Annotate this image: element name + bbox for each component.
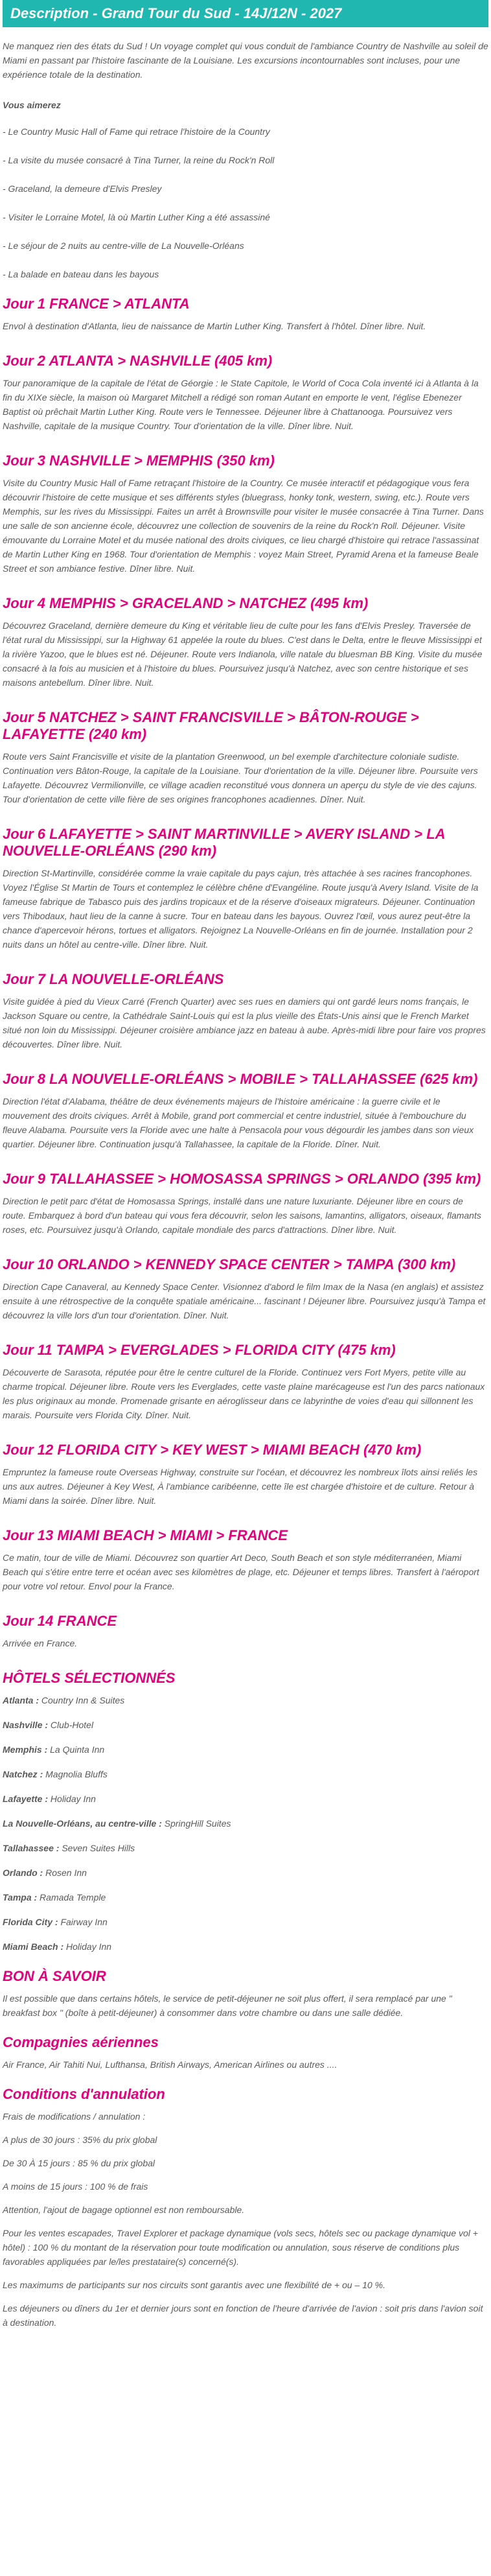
day-block xyxy=(3,1256,488,1322)
day-title: Jour 3 NASHVILLE > MEMPHIS (350 km) xyxy=(3,452,275,469)
hotel-name: Holiday Inn xyxy=(50,1794,96,1804)
hotel-city: Lafayette : xyxy=(3,1794,49,1804)
day-title: Jour 7 LA NOUVELLE-ORLÉANS xyxy=(3,971,224,987)
day-block xyxy=(3,595,488,690)
day-title: Jour 11 TAMPA > EVERGLADES > FLORIDA CITY (475 km) xyxy=(3,1342,396,1358)
day-title: Jour 10 ORLANDO > KENNEDY SPACE CENTER > TAMPA (300 km) xyxy=(3,1256,456,1272)
hotel-city: Orlando : xyxy=(3,1868,43,1878)
condition-item: Les déjeuners ou dîners du 1er et dernier jours sont en fonction de l'heure d'arrivée de l'avion : soit pris dans l'avion soit à destination. xyxy=(3,2303,483,2328)
day-block xyxy=(3,971,488,1051)
hotel-name: Country Inn & Suites xyxy=(41,1695,125,1705)
condition-item: Les maximums de participants sur nos circuits sont garantis avec une flexibilité de + ou – 10 %. xyxy=(3,2280,386,2290)
day-title: Jour 5 NATCHEZ > SAINT FRANCISVILLE > BÂTON-ROUGE > LAFAYETTE (240 km) xyxy=(3,709,419,742)
likes-item: - Visiter le Lorraine Motel, là où Martin Luther King a été assassiné xyxy=(3,212,270,222)
hotel-item xyxy=(3,1816,488,1831)
day-title: Jour 14 FRANCE xyxy=(3,1613,117,1629)
day-text: Envol à destination d'Atlanta, lieu de naissance de Martin Luther King. Transfert à l'hôtel. Dîner libre. Nuit. xyxy=(3,321,426,331)
hotel-name: Magnolia Bluffs xyxy=(45,1769,108,1779)
day-text: Tour panoramique de la capitale de l'état de Géorgie : le State Capitole, le World of Coca Cola inventé ici à Atlanta à la fin du XIXe siècle, la maison où Margaret Mitchell a rédigé son roman Autant en emporte le vent, l'église Ebenezer Baptist où prêchait Martin Luther King. Route vers le Tennessee. Déjeuner libre à Chattanooga. Poursuivez vers Nashville, capitale de la musique Country. Tour d'orientation de la ville. Dîner libre. Nuit. xyxy=(3,378,479,431)
hotel-item xyxy=(3,1767,488,1781)
day-block xyxy=(3,452,488,576)
day-text: Découverte de Sarasota, réputée pour être le centre culturel de la Floride. Continuez vers Fort Myers, petite ville au charme tropical. Déjeuner libre. Route vers les Everglades, cette vaste plaine marécageuse est l'un des parcs nationaux les plus originaux au monde. Promenade grisante en aéroglisseur dans ce labyrinthe de voies d'eau qui sillonnent les marais. Poursuite vers Florida City. Dîner. Nuit. xyxy=(3,1367,485,1420)
airlines-title: Compagnies aériennes xyxy=(3,2034,159,2050)
hotel-item xyxy=(3,1693,488,1707)
hotel-item xyxy=(3,1939,488,1954)
likes-item: - Le Country Music Hall of Fame qui retrace l'histoire de la Country xyxy=(3,126,270,137)
day-text: Direction le petit parc d'état de Homosassa Springs, installé dans une nature luxuriante. Déjeuner libre en cours de route. Embarquez à bord d'un bateau qui vous fera découvrir, selon les saisons, lamantins, alligators, oiseaux, flamants roses, etc. Poursuivez jusqu'à Orlando, capitale mondiale des parcs d'attractions. Dîner libre. Nuit. xyxy=(3,1196,481,1235)
day-block xyxy=(3,1442,488,1508)
condition-item: A plus de 30 jours : 35% du prix global xyxy=(3,2135,157,2145)
intro-text: Ne manquez rien des états du Sud ! Un voyage complet qui vous conduit de l'ambiance Country de Nashville au soleil de Miami en passant par l'histoire fascinante de la Louisiane. Les excursions incontournables sont incluses, pour une expérience totale de la destination. xyxy=(3,41,488,80)
hotel-city: Tallahassee : xyxy=(3,1843,60,1853)
day-block xyxy=(3,709,488,806)
hotel-name: Fairway Inn xyxy=(60,1917,108,1927)
hotel-item xyxy=(3,1915,488,1929)
day-block xyxy=(3,1527,488,1593)
hotel-item xyxy=(3,1742,488,1757)
hotel-city: La Nouvelle-Orléans, au centre-ville : xyxy=(3,1818,162,1829)
day-text: Découvrez Graceland, dernière demeure du King et véritable lieu de culte pour les fans d'Elvis Presley. Traversée de l'état rural du Mississippi, sur la Highway 61 appelée la route du blues. C'est dans le Delta, entre le fleuve Mississippi et la rivière Yazoo, que le blues est né. Déjeuner. Route vers Indianola, ville natale du bluesman BB King. Visite du musée consacré à la fois au musicien et à l'histoire du blues. Poursuivez jusqu'à Natchez, avec son centre historique et ses maisons antebellum. Dîner libre. Nuit. xyxy=(3,620,483,688)
condition-item: Attention, l'ajout de bagage optionnel est non remboursable. xyxy=(3,2205,245,2215)
day-title: Jour 1 FRANCE > ATLANTA xyxy=(3,296,190,312)
day-block xyxy=(3,826,488,952)
hotel-item xyxy=(3,1792,488,1806)
conditions-title: Conditions d'annulation xyxy=(3,2086,165,2102)
day-block xyxy=(3,353,488,433)
hotel-item xyxy=(3,1841,488,1855)
day-title: Jour 13 MIAMI BEACH > MIAMI > FRANCE xyxy=(3,1527,288,1543)
hotel-city: Atlanta : xyxy=(3,1695,39,1705)
itinerary xyxy=(3,296,488,1650)
page-title: Description - Grand Tour du Sud - 14J/12N - 2027 xyxy=(3,0,488,27)
hotel-name: Holiday Inn xyxy=(66,1941,112,1952)
condition-item: A moins de 15 jours : 100 % de frais xyxy=(3,2181,148,2192)
hotel-name: La Quinta Inn xyxy=(50,1744,105,1755)
day-block xyxy=(3,1342,488,1422)
day-text: Direction l'état d'Alabama, théâtre de deux événements majeurs de l'histoire américaine : la guerre civile et le mouvement des droits civiques. Arrêt à Mobile, grand port commercial et centre industriel, située à l'embouchure du fleuve Alabama. Poursuite vers la Floride avec une halte à Pensacola pour vous dégourdir les jambes dans son vieux quartier. Déjeuner libre. Continuation jusqu'à Tallahassee, la capitale de la Floride. Dîner. Nuit. xyxy=(3,1096,474,1149)
airlines-text: Air France, Air Tahiti Nui, Lufthansa, British Airways, American Airlines ou autres .... xyxy=(3,2059,337,2070)
hotels-list xyxy=(3,1693,488,1954)
day-title: Jour 9 TALLAHASSEE > HOMOSASSA SPRINGS > ORLANDO (395 km) xyxy=(3,1171,481,1187)
day-text: Direction St-Martinville, considérée comme la vraie capitale du pays cajun, très attachée à ses racines francophones. Voyez l'Église St Martin de Tours et contemplez le célèbre chêne d'Evangéline. Route jusqu'à Avery Island. Visite de la fameuse fabrique de Tabasco puis des jardins tropicaux et de la réserve d'oiseaux migrateurs. Déjeuner. Continuation vers Thibodaux, haut lieu de la canne à sucre. Tour en bateau dans les bayous. Ouvrez l'œil, vous aurez peut-être la chance d'apercevoir hérons, tortues et alligators. Rejoignez La Nouvelle-Orléans en fin de journée. Installation pour 2 nuits dans un hôtel au centre-ville. Dîner libre. Nuit. xyxy=(3,868,479,950)
hotels-title: HÔTELS SÉLECTIONNÉS xyxy=(3,1670,176,1686)
hotel-name: Club-Hotel xyxy=(50,1720,94,1730)
good-to-know-text: Il est possible que dans certains hôtels, le service de petit-déjeuner ne soit plus offert, il sera remplacé par une " breakfast box " (boîte à petit-déjeuner) à consommer dans votre chambre ou dans une salle dédiée. xyxy=(3,1993,452,2018)
hotel-city: Miami Beach : xyxy=(3,1941,64,1952)
day-block xyxy=(3,296,488,333)
condition-item: Pour les ventes escapades, Travel Explorer et package dynamique (vols secs, hôtels sec ou package dynamique vol + hôtel) : 100 % du montant de la réservation pour toute modification ou annulation, sous réserve de conditions plus favorables appliquées par le/les prestataire(s) concerné(s). xyxy=(3,2228,478,2267)
day-text: Ce matin, tour de ville de Miami. Découvrez son quartier Art Deco, South Beach et son style méditerranéen, Miami Beach qui s'étire entre terre et océan avec ses kilomètres de plage, etc. Déjeuner et temps libres. Transfert à l'aéroport pour votre vol retour. Envol pour la France. xyxy=(3,1552,479,1591)
hotel-name: Ramada Temple xyxy=(40,1892,106,1903)
hotel-city: Nashville : xyxy=(3,1720,49,1730)
hotel-city: Florida City : xyxy=(3,1917,58,1927)
day-text: Direction Cape Canaveral, au Kennedy Space Center. Visionnez d'abord le film Imax de la Nasa (en anglais) et assistez ensuite à une rétrospective de la conquête spatiale américaine... fascinant ! Déjeuner libre. Poursuivez jusqu'à Tampa et découvrez la ville lors d'un tour d'orientation. Dîner. Nuit. xyxy=(3,1282,486,1320)
likes-item: - La visite du musée consacré à Tina Turner, la reine du Rock'n Roll xyxy=(3,155,275,165)
day-title: Jour 4 MEMPHIS > GRACELAND > NATCHEZ (495 km) xyxy=(3,595,369,611)
day-title: Jour 6 LAFAYETTE > SAINT MARTINVILLE > AVERY ISLAND > LA NOUVELLE-ORLÉANS (290 km) xyxy=(3,826,445,859)
likes-title: Vous aimerez xyxy=(3,100,61,110)
hotel-city: Tampa : xyxy=(3,1892,38,1903)
likes-item: - Le séjour de 2 nuits au centre-ville de La Nouvelle-Orléans xyxy=(3,240,244,251)
condition-item: Frais de modifications / annulation : xyxy=(3,2111,146,2122)
day-title: Jour 2 ATLANTA > NASHVILLE (405 km) xyxy=(3,353,273,369)
likes-list xyxy=(3,124,488,281)
day-block xyxy=(3,1071,488,1151)
hotel-item xyxy=(3,1890,488,1904)
day-text: Empruntez la fameuse route Overseas Highway, construite sur l'océan, et découvrez les nombreux îlots ainsi reliés les uns aux autres. Déjeuner à Key West, À l'ambiance caribéenne, cette île est chargée d'histoire et de culture. Retour à Miami dans la soirée. Dîner libre. Nuit. xyxy=(3,1467,478,1506)
day-text: Visite guidée à pied du Vieux Carré (French Quarter) avec ses rues en damiers qui ont gardé leurs noms français, le Jackson Square ou centre, la Cathédrale Saint-Louis qui est la plus vieille des États-Unis ainsi que le French Market situé non loin du Mississippi. Déjeuner croisière ambiance jazz en bateau à aube. Après-midi libre pour faire vos propres découvertes. Dîner libre. Nuit. xyxy=(3,996,486,1049)
day-text: Visite du Country Music Hall of Fame retraçant l'histoire de la Country. Ce musée interactif et pédagogique vous fera découvrir l'histoire de cette musique et ses différents styles (bluegrass, honky tonk, western, swing, etc.). Route vers Memphis, sur les rives du Mississippi. Faites un arrêt à Brownsville pour visiter le musée consacrée à Tina Turner. Dans une salle de son ancienne école, découvrez une collection de souvenirs de la reine du Rock'n Roll. Déjeuner. Visite émouvante du Lorraine Motel et du musée national des droits civiques, ce lieu chargé d'histoire qui retrace l'assassinat de Martin Luther King en 1968. Tour d'orientation de Memphis : voyez Main Street, Pyramid Arena et la fameuse Beale Street et son ambiance festive. Dîner libre. Nuit. xyxy=(3,478,484,574)
hotel-item xyxy=(3,1866,488,1880)
hotel-item xyxy=(3,1718,488,1732)
hotel-name: Seven Suites Hills xyxy=(62,1843,135,1853)
day-text: Arrivée en France. xyxy=(3,1638,78,1648)
hotel-city: Natchez : xyxy=(3,1769,43,1779)
hotel-name: SpringHill Suites xyxy=(164,1818,231,1829)
day-title: Jour 12 FLORIDA CITY > KEY WEST > MIAMI BEACH (470 km) xyxy=(3,1442,422,1458)
good-to-know-title: BON À SAVOIR xyxy=(3,1968,106,1984)
day-block xyxy=(3,1171,488,1237)
day-block xyxy=(3,1613,488,1650)
day-text: Route vers Saint Francisville et visite de la plantation Greenwood, un bel exemple d'architecture coloniale sudiste. Continuation vers Bâton-Rouge, la capitale de la Louisiane. Tour d'orientation de la ville. Déjeuner libre. Poursuite vers Lafayette. Découvrez Vermilionville, ce village acadien reconstitué vous donnera un aperçu du style de vie des cajuns. Tour d'orientation de cette ville fière de ses origines francophones acadiennes. Dîner. Nuit. xyxy=(3,751,478,804)
conditions-list xyxy=(3,2109,488,2330)
likes-item: - Graceland, la demeure d'Elvis Presley xyxy=(3,183,162,194)
hotel-city: Memphis : xyxy=(3,1744,48,1755)
day-title: Jour 8 LA NOUVELLE-ORLÉANS > MOBILE > TALLAHASSEE (625 km) xyxy=(3,1071,478,1087)
likes-item: - La balade en bateau dans les bayous xyxy=(3,269,159,279)
condition-item: De 30 À 15 jours : 85 % du prix global xyxy=(3,2158,155,2168)
hotel-name: Rosen Inn xyxy=(45,1868,87,1878)
